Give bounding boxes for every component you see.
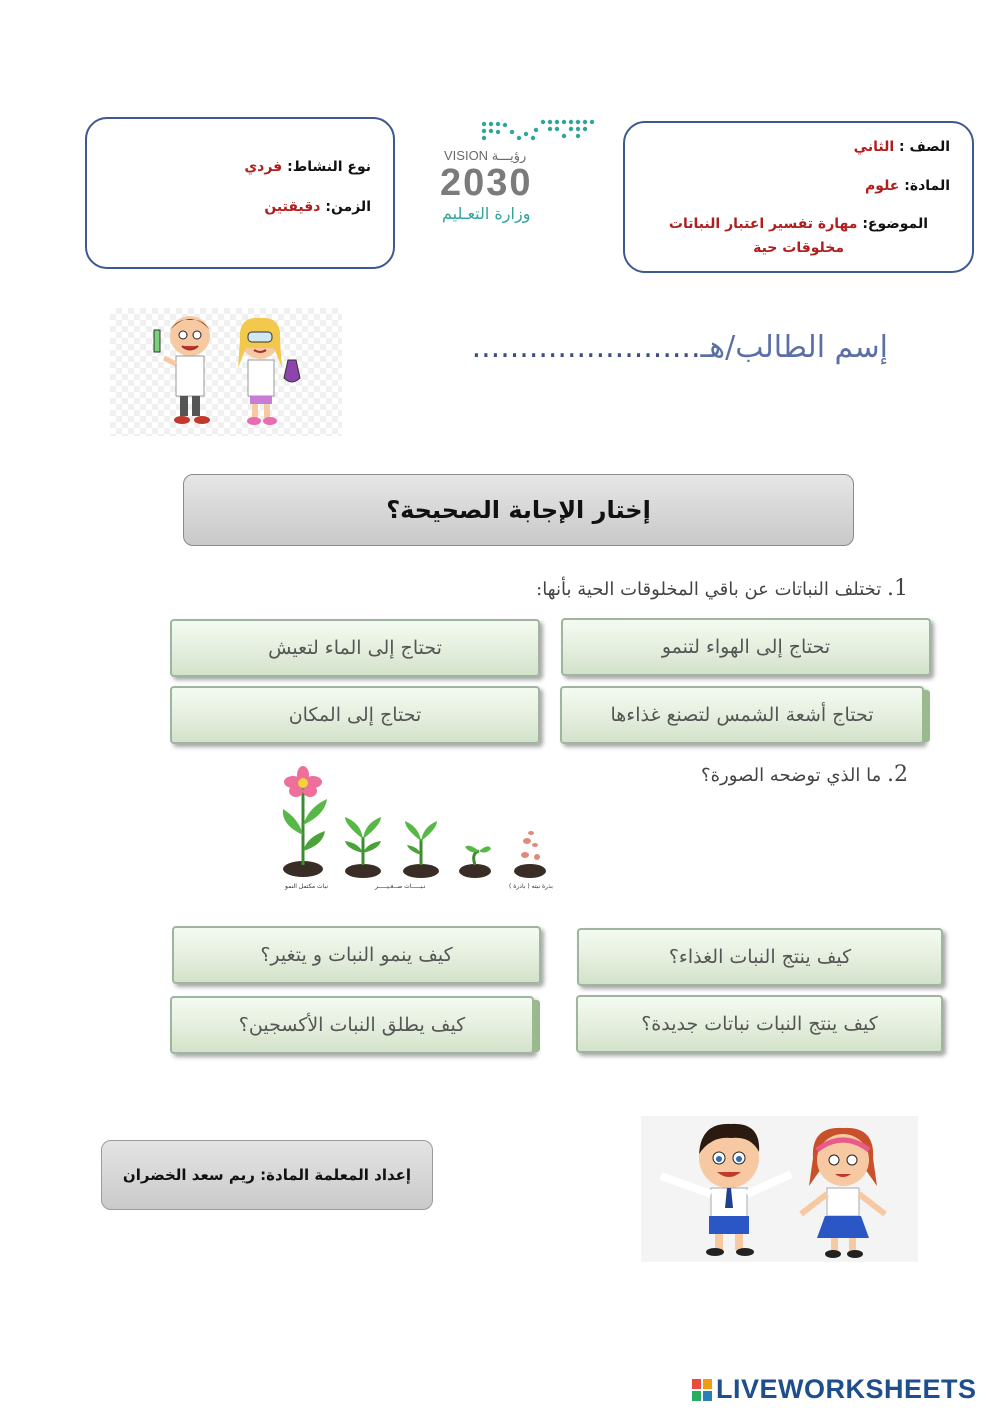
student-name-dots[interactable]: ........................	[471, 330, 701, 365]
instruction-title: إختار الإجابة الصحيحة؟	[183, 474, 854, 546]
students-graphic	[641, 1116, 918, 1262]
time-value: دقيقتين	[264, 199, 321, 215]
grade-value: الثاني	[853, 139, 895, 155]
q2-option-1-label: كيف ينتج النبات الغذاء؟	[668, 946, 852, 968]
topic-line	[669, 216, 928, 232]
vision-word: VISION رؤيـــة	[444, 148, 527, 163]
watermark-text: LIVEWORKSHEETS	[716, 1374, 977, 1404]
grade-line	[854, 139, 950, 155]
activity-info-box	[85, 117, 395, 269]
q2-option-3[interactable]	[576, 995, 943, 1053]
teacher-credit: إعداد المعلمة المادة: ريم سعد الخضران	[101, 1140, 433, 1210]
time-line	[264, 199, 371, 215]
time-label: الزمن:	[325, 199, 371, 215]
q1-option-3-edge	[922, 690, 930, 742]
q2-option-1[interactable]	[577, 928, 943, 986]
question-2-text	[701, 762, 908, 787]
question-1-prompt: تختلف النباتات عن باقي المخلوقات الحية بأنها:	[536, 579, 882, 600]
stage-label-mature: نبات مكتمل النمو	[285, 883, 328, 890]
q1-option-4-label: تحتاج إلى المكان	[288, 704, 422, 726]
subject-line	[865, 178, 950, 194]
q1-option-2-label: تحتاج إلى الماء لتعيش	[268, 637, 442, 659]
activity-type-value: فردي	[244, 159, 283, 175]
q1-option-3-label: تحتاج أشعة الشمس لتصنع غذاءها	[610, 704, 874, 726]
topic-value-line1: مهارة تفسير اعتبار النباتات	[668, 216, 858, 232]
q2-option-4-edge	[532, 1000, 540, 1052]
question-1-number: 1.	[887, 576, 908, 601]
subject-label: المادة:	[904, 178, 950, 194]
liveworksheets-watermark	[692, 1374, 977, 1405]
plant-growth-illustration	[275, 765, 560, 895]
topic-value-line2: مخلوقات حية	[753, 240, 844, 256]
q2-option-2[interactable]	[172, 926, 541, 984]
activity-type-line	[244, 159, 371, 175]
student-name-label: إسم الطالب/هـ	[700, 330, 888, 365]
stage-label-young: نـبـــــات صــغـيـــــر	[375, 883, 426, 890]
subject-value: علوم	[865, 178, 900, 194]
question-2-number: 2.	[887, 762, 908, 787]
ministry-text: وزارة التعـليم	[442, 204, 531, 223]
scientist-kids-illustration	[110, 308, 342, 436]
question-1-text	[536, 576, 908, 601]
student-name-line	[368, 330, 888, 390]
grade-label: الصف :	[899, 139, 950, 155]
q1-option-2[interactable]	[170, 619, 540, 677]
activity-type-label: نوع النشاط:	[287, 159, 371, 175]
liveworksheets-logo-icon	[692, 1379, 712, 1401]
year-text: 2030	[440, 162, 533, 204]
q1-option-4[interactable]	[170, 686, 540, 744]
subject-info-box	[623, 121, 974, 273]
q1-option-1[interactable]	[561, 618, 931, 676]
question-2-prompt: ما الذي توضحه الصورة؟	[701, 765, 882, 786]
plant-growth-graphic	[275, 765, 560, 883]
q1-option-1-label: تحتاج إلى الهواء لتنمو	[661, 636, 831, 658]
stage-label-seed: بذرة نبته ( بادرة )	[509, 883, 553, 890]
q1-option-3[interactable]	[560, 686, 924, 744]
vision-2030-logo	[438, 118, 598, 228]
q2-option-4[interactable]	[170, 996, 534, 1054]
q2-option-4-label: كيف يطلق النبات الأكسجين؟	[238, 1014, 466, 1036]
q2-option-2-label: كيف ينمو النبات و يتغير؟	[260, 944, 453, 966]
students-illustration	[641, 1116, 918, 1262]
q2-option-3-label: كيف ينتج النبات نباتات جديدة؟	[641, 1013, 878, 1035]
scientist-kids-graphic	[110, 308, 342, 436]
topic-label: الموضوع:	[862, 216, 928, 232]
